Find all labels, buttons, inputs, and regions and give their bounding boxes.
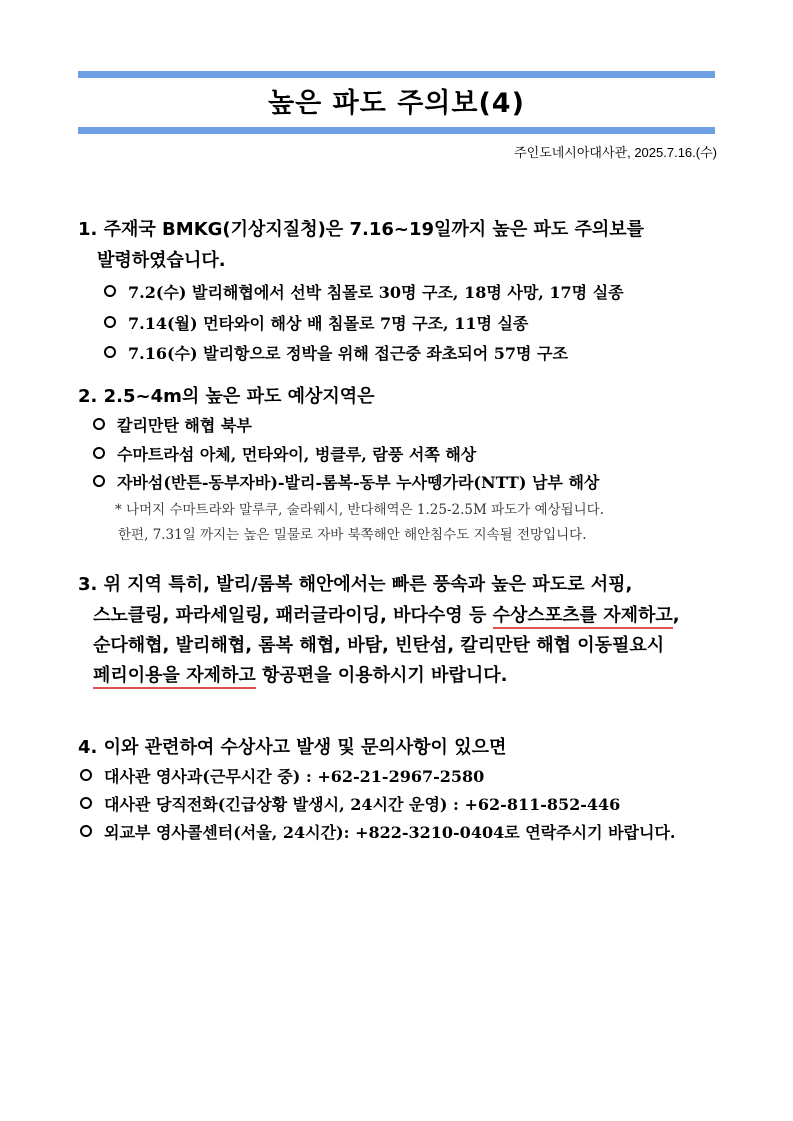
section1-item-2: 7.14(월) 먼타와이 해상 배 침몰로 7명 구조, 11명 실종 (104, 311, 528, 334)
underlined-phrase: 수상스포츠를 자제하고 (493, 605, 673, 629)
bullet-circle-icon (104, 316, 116, 328)
section3-line2: 스노클링, 파라세일링, 패러글라이딩, 바다수영 등 수상스포츠를 자제하고, (93, 601, 680, 627)
bullet-circle-icon (93, 418, 105, 430)
section1-item-1: 7.2(수) 발리해협에서 선박 침몰로 30명 구조, 18명 사망, 17명 실종 (104, 280, 624, 303)
bullet-circle-icon (104, 346, 116, 358)
contact-duty-phone: 대사관 당직전화(긴급상황 발생시, 24시간 운영) : +62-811-852-446 (80, 792, 620, 815)
section2-note-1: * 나머지 수마트라와 말루쿠, 술라웨시, 반다해역은 1.25-2.5M 파도가 예상됩니다. (115, 502, 605, 518)
header-bottom-rule (78, 127, 715, 134)
contact-call-center: 외교부 영사콜센터(서울, 24시간): +822-3210-0404로 연락주시기 바랍니다. (80, 820, 676, 843)
section2-note-2: 한편, 7.31일 까지는 높은 밀물로 자바 북쪽해안 해안침수도 지속될 전망입니다. (118, 527, 587, 543)
section1-heading-line1: 1. 주재국 BMKG(기상지질청)은 7.16~19일까지 높은 파도 주의보를 (78, 219, 645, 240)
bullet-circle-icon (80, 769, 92, 781)
section1-heading-line2: 발령하였습니다. (97, 250, 226, 271)
section1-item-3: 7.16(수) 발리항으로 정박을 위해 접근중 좌초되어 57명 구조 (104, 341, 568, 364)
section3-line3: 순다해협, 발리해협, 롬복 해협, 바탐, 빈탄섬, 칼리만탄 해협 이동필요시 (93, 635, 665, 656)
bullet-circle-icon (80, 797, 92, 809)
section2-item-1: 칼리만탄 해협 북부 (93, 413, 252, 436)
header-top-rule (78, 71, 715, 78)
section2-item-3: 자바섬(반튼-동부자바)-발리-롬복-동부 누사뗑가라(NTT) 남부 해상 (93, 470, 599, 493)
section4-heading: 4. 이와 관련하여 수상사고 발생 및 문의사항이 있으면 (78, 737, 507, 758)
section2-item-2: 수마트라섬 아체, 먼타와이, 벙클루, 람풍 서쪽 해상 (93, 442, 476, 465)
section3-line4: 페리이용을 자제하고 항공편을 이용하시기 바랍니다. (93, 661, 507, 687)
page-title: 높은 파도 주의보(4) (268, 88, 525, 119)
bullet-circle-icon (93, 447, 105, 459)
section2-heading: 2. 2.5~4m의 높은 파도 예상지역은 (78, 386, 375, 407)
underlined-phrase: 페리이용을 자제하고 (93, 665, 256, 689)
bullet-circle-icon (93, 475, 105, 487)
contact-consular-section: 대사관 영사과(근무시간 중) : +62-21-2967-2580 (80, 764, 484, 787)
bullet-circle-icon (80, 825, 92, 837)
section3-line1: 3. 위 지역 특히, 발리/롬복 해안에서는 빠른 풍속과 높은 파도로 서핑, (78, 574, 633, 595)
dateline: 주인도네시아대사관, 2025.7.16.(수) (514, 145, 717, 160)
bullet-circle-icon (104, 285, 116, 297)
